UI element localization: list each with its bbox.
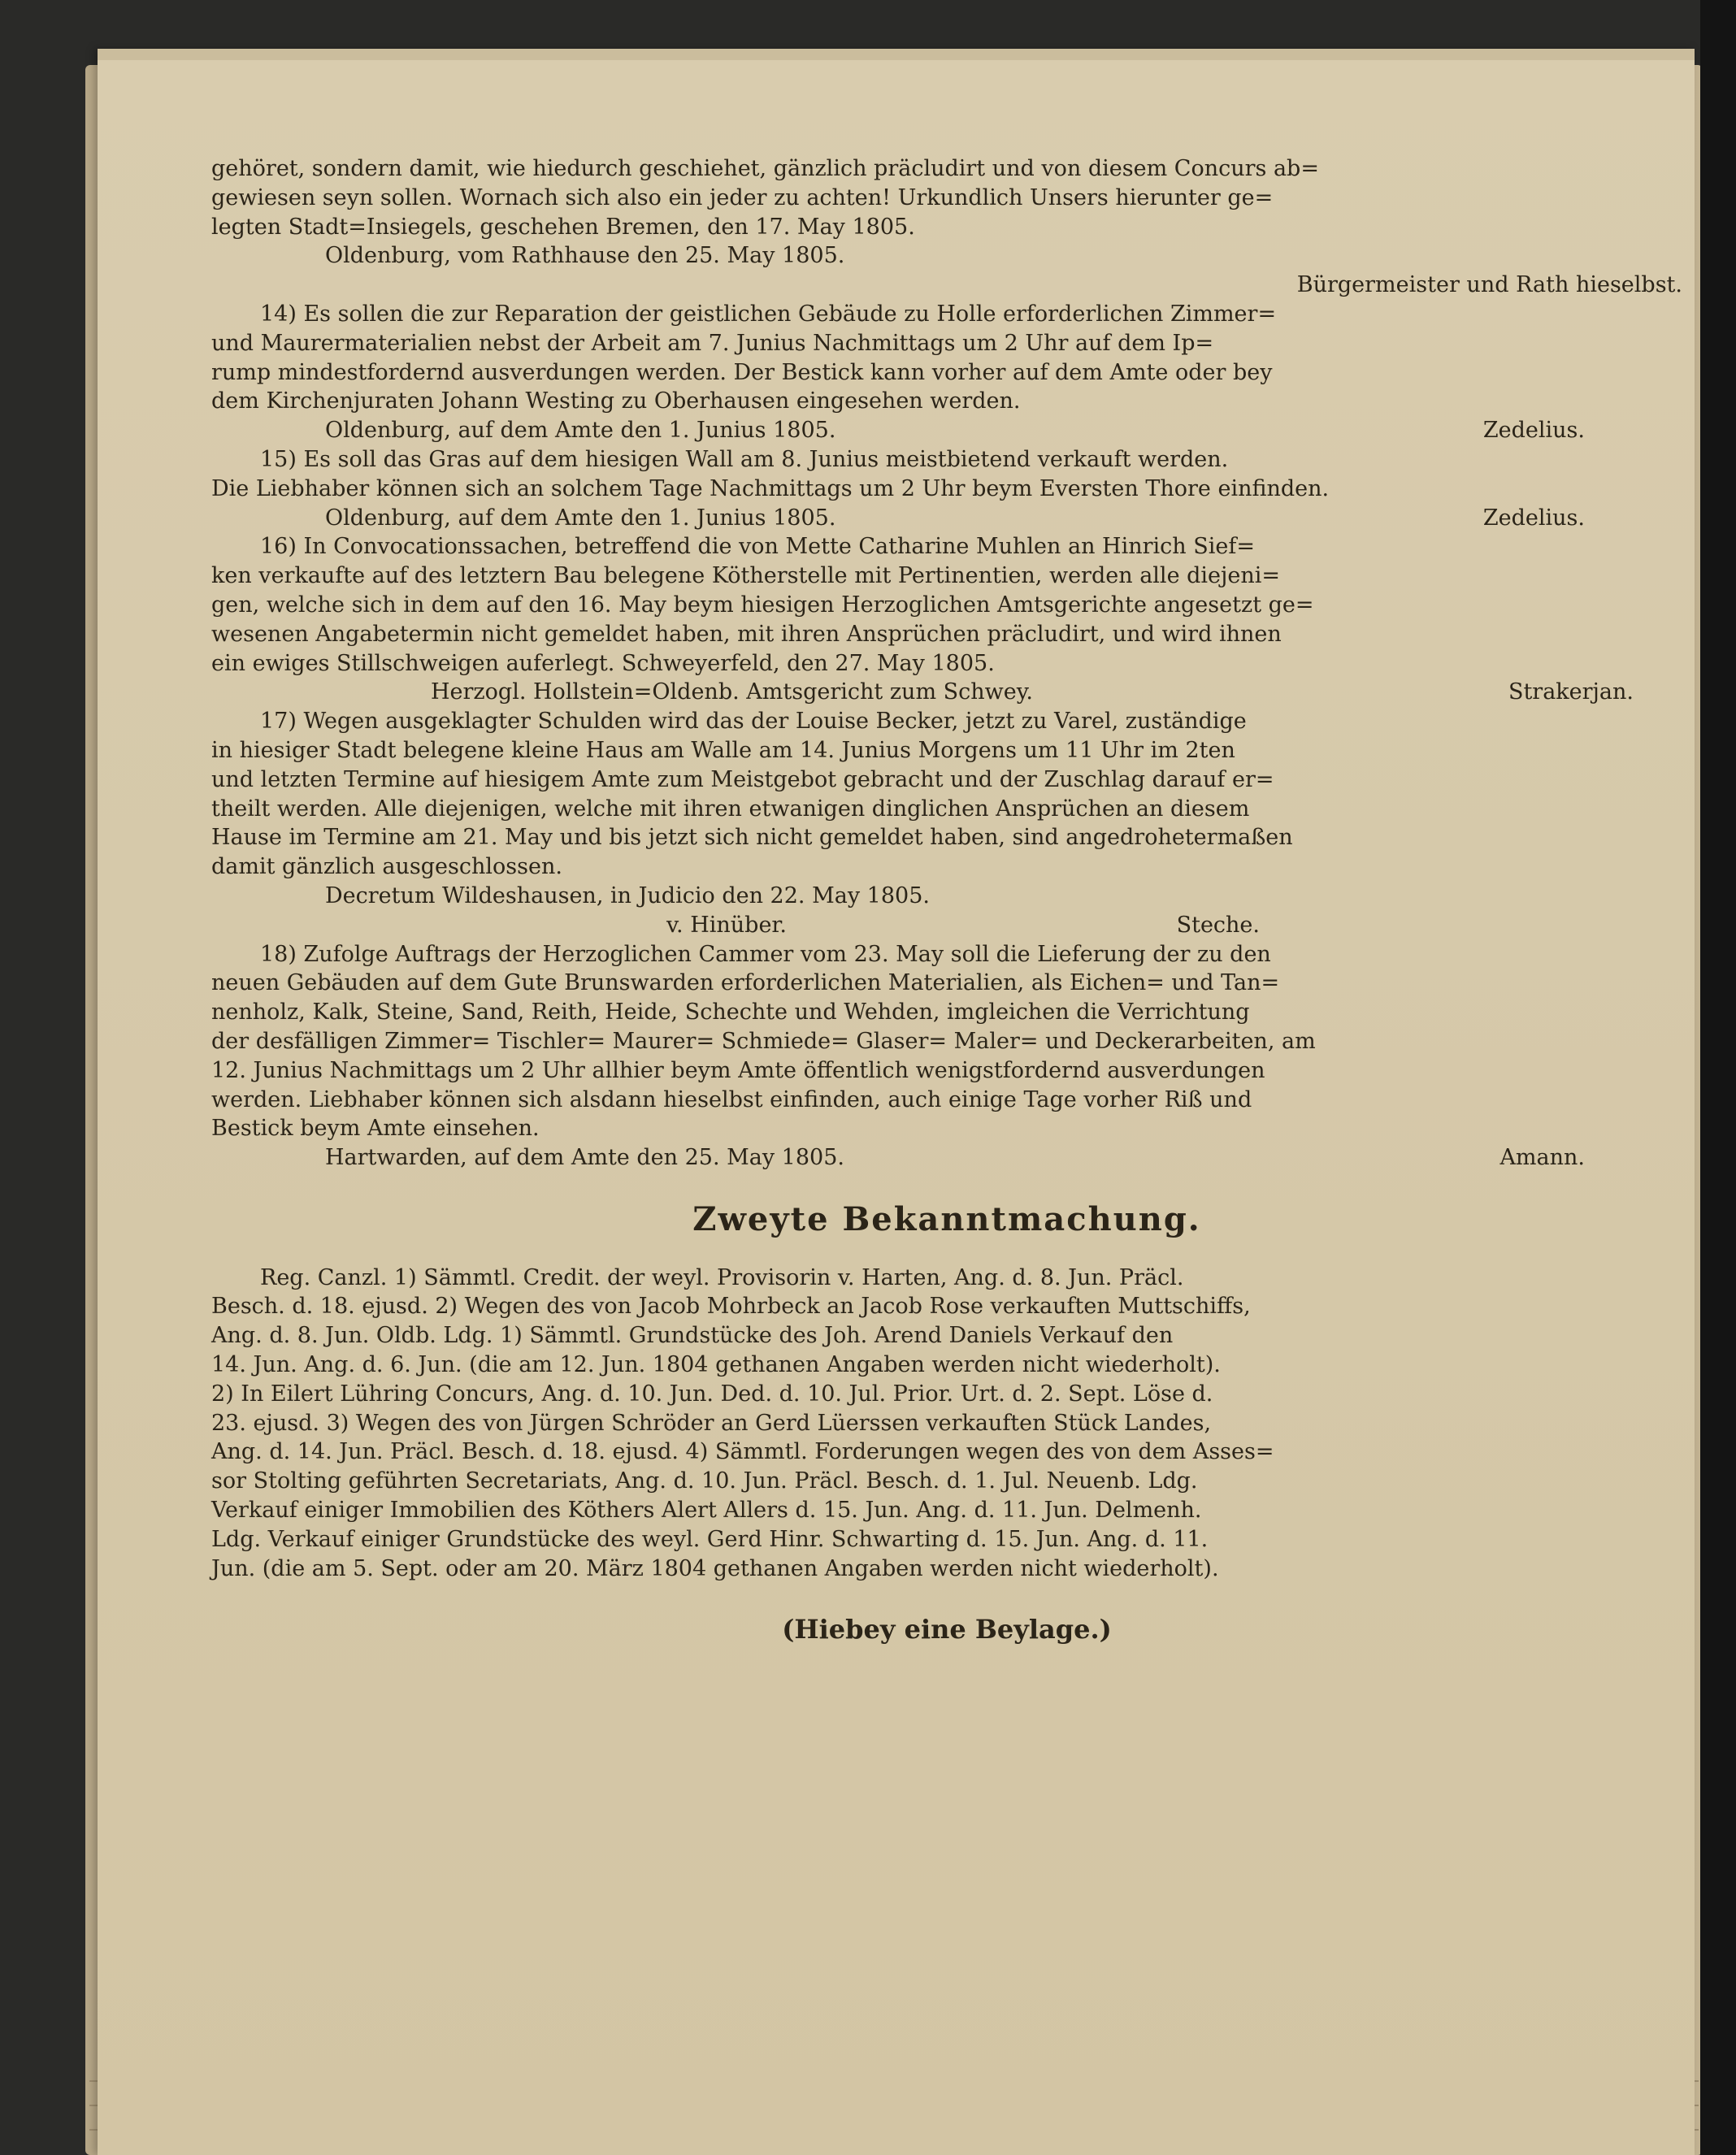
dateline: Decretum Wildeshausen, in Judicio den 22. May 1805. (325, 882, 930, 908)
text-line: 14) Es sollen die zur Reparation der geistlichen Gebäude zu Holle erforderlichen Zimmer= (260, 301, 1277, 327)
notice-line: Ang. d. 8. Jun. Oldb. Ldg. 1) Sämmtl. Grundstücke des Joh. Arend Daniels Verkauf den (211, 1323, 1174, 1349)
notice-line: Verkauf einiger Immobilien des Köthers Alert Allers d. 15. Jun. Ang. d. 11. Jun. Delmenh. (211, 1498, 1202, 1524)
document-text (211, 154, 1682, 1645)
text-line: nenholz, Kalk, Steine, Sand, Reith, Heide, Schechte und Wehden, imgleichen die Verrichtung (211, 999, 1250, 1025)
dateline: Hartwarden, auf dem Amte den 25. May 1805. (325, 1145, 844, 1171)
text-line: ein ewiges Stillschweigen auferlegt. Schweyerfeld, den 27. May 1805. (211, 650, 995, 676)
notice-line: 23. ejusd. 3) Wegen des von Jürgen Schröder an Gerd Lüerssen verkauften Stück Landes, (211, 1410, 1212, 1436)
dateline: Herzogl. Hollstein=Oldenb. Amtsgericht zum Schwey. (431, 679, 1033, 705)
dateline-row (211, 678, 1682, 707)
notice-line: Reg. Canzl. 1) Sämmtl. Credit. der weyl. Provisorin v. Harten, Ang. d. 8. Jun. Präcl. (260, 1264, 1184, 1290)
text-line: und Maurermaterialien nebst der Arbeit am 7. Junius Nachmittags um 2 Uhr auf dem Ip= (211, 330, 1214, 356)
text-line: 18) Zufolge Auftrags der Herzoglichen Cammer vom 23. May soll die Lieferung der zu den (260, 941, 1271, 967)
dateline: Oldenburg, auf dem Amte den 1. Junius 1805. (325, 418, 836, 444)
notice-line: sor Stolting geführten Secretariats, Ang. d. 10. Jun. Präcl. Besch. d. 1. Jul. Neuenb. Ldg. (211, 1468, 1198, 1494)
dateline: Oldenburg, auf dem Amte den 1. Junius 1805. (325, 505, 836, 531)
notice-line: Ang. d. 14. Jun. Präcl. Besch. d. 18. ejusd. 4) Sämmtl. Forderungen wegen des von dem Asses= (211, 1439, 1274, 1465)
signature: Strakerjan. (1508, 679, 1634, 705)
notice-line: Besch. d. 18. ejusd. 2) Wegen des von Jacob Mohrbeck an Jacob Rose verkauften Muttschiffs, (211, 1294, 1251, 1320)
text-line: theilt werden. Alle diejenigen, welche mit ihren etwanigen dinglichen Ansprüchen an diesem (211, 796, 1250, 822)
notice-line: Ldg. Verkauf einiger Grundstücke des weyl. Gerd Hinr. Schwarting d. 15. Jun. Ang. d. 11. (211, 1526, 1209, 1552)
text-line: 12. Junius Nachmittags um 2 Uhr allhier beym Amte öffentlich wenigstfordernd ausverdungen (211, 1057, 1265, 1083)
text-line: gehöret, sondern damit, wie hiedurch geschiehet, gänzlich präcludirt und von diesem Concurs ab= (211, 156, 1319, 181)
dateline-row (211, 416, 1682, 445)
dateline: Oldenburg, vom Rathhause den 25. May 1805. (325, 243, 845, 269)
text-line: damit gänzlich ausgeschlossen. (211, 854, 562, 880)
text-line: 16) In Convocationssachen, betreffend die von Mette Catharine Muhlen an Hinrich Sief= (260, 534, 1255, 560)
text-line: Die Liebhaber können sich an solchem Tage Nachmittags um 2 Uhr beym Eversten Thore einfinden. (211, 475, 1330, 501)
text-line: gen, welche sich in dem auf den 16. May beym hiesigen Herzoglichen Amtsgerichte angesetzt ge= (211, 592, 1314, 618)
footer-note: (Hiebey eine Beylage.) (782, 1614, 1112, 1646)
dateline-row (211, 504, 1682, 533)
signature: v. Hinüber. (666, 912, 787, 938)
signature: Steche. (1176, 912, 1260, 938)
notice-line: Jun. (die am 5. Sept. oder am 20. März 1804 gethanen Angaben werden nicht wiederholt). (211, 1555, 1219, 1581)
notice-line: 14. Jun. Ang. d. 6. Jun. (die am 12. Jun. 1804 gethanen Angaben werden nicht wiederholt). (211, 1352, 1221, 1378)
text-line: 17) Wegen ausgeklagter Schulden wird das der Louise Becker, jetzt zu Varel, zuständige (260, 709, 1247, 735)
text-line: und letzten Termine auf hiesigem Amte zum Meistgebot gebracht und der Zuschlag darauf er= (211, 766, 1274, 792)
text-line: dem Kirchenjuraten Johann Westing zu Oberhausen eingesehen werden. (211, 388, 1021, 414)
text-line: 15) Es soll das Gras auf dem hiesigen Wall am 8. Junius meistbietend verkauft werden. (260, 446, 1229, 472)
text-line: rump mindestfordernd ausverdungen werden. Der Bestick kann vorher auf dem Amte oder bey (211, 359, 1273, 385)
notice-line: 2) In Eilert Lühring Concurs, Ang. d. 10. Jun. Ded. d. 10. Jul. Prior. Urt. d. 2. Sept. Löse d. (211, 1381, 1213, 1407)
text-line: wesenen Angabetermin nicht gemeldet haben, mit ihren Ansprüchen präcludirt, und wird ihnen (211, 621, 1282, 647)
page-top-edge (98, 49, 1695, 60)
signature: Zedelius. (1482, 505, 1585, 531)
text-line: Hause im Termine am 21. May und bis jetzt sich nicht gemeldet haben, sind angedrohetermaßen (211, 825, 1293, 851)
dateline-row (211, 1143, 1682, 1173)
signature-row (211, 911, 1682, 940)
text-line: Bestick beym Amte einsehen. (211, 1116, 540, 1142)
text-line: ken verkaufte auf des letztern Bau belegene Kötherstelle mit Pertinentien, werden alle diejeni= (211, 563, 1281, 589)
signature: Zedelius. (1482, 418, 1585, 444)
text-line: der desfälligen Zimmer= Tischler= Maurer= Schmiede= Glaser= Maler= und Deckerarbeiten, am (211, 1028, 1316, 1054)
scanner-background (1700, 0, 1736, 2155)
section-heading: Zweyte Bekanntmachung. (692, 1199, 1201, 1238)
signature: Amann. (1499, 1145, 1585, 1171)
signature: Bürgermeister und Rath hieselbst. (1296, 272, 1682, 298)
text-line: in hiesiger Stadt belegene kleine Haus am Walle am 14. Junius Morgens um 11 Uhr im 2ten (211, 737, 1235, 763)
text-line: neuen Gebäuden auf dem Gute Brunswarden erforderlichen Materialien, als Eichen= und Tan= (211, 970, 1280, 996)
text-line: gewiesen seyn sollen. Wornach sich also ein jeder zu achten! Urkundlich Unsers hierunter ge= (211, 184, 1274, 210)
text-line: werden. Liebhaber können sich alsdann hieselbst einfinden, auch einige Tage vorher Riß und (211, 1086, 1252, 1112)
text-line: legten Stadt=Insiegels, geschehen Bremen, den 17. May 1805. (211, 214, 915, 240)
